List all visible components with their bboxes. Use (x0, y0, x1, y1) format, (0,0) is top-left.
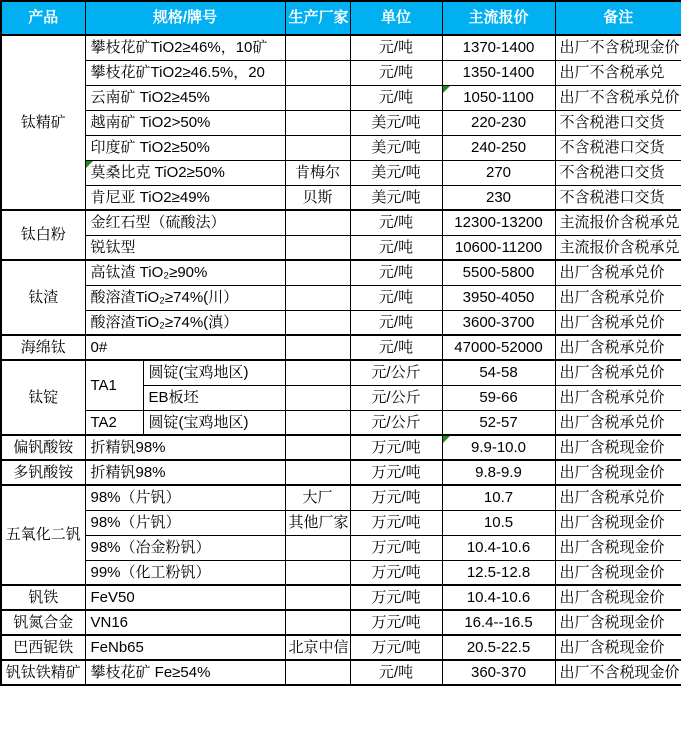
cell-unit: 万元/吨 (350, 510, 442, 535)
cell-spec: 高钛渣 TiO₂≥90% (85, 260, 285, 285)
cell-price: 12300-13200 (442, 210, 555, 235)
cell-product: 多钒酸铵 (1, 460, 85, 485)
cell-note: 不含税港口交货 (555, 160, 681, 185)
table-row (1, 210, 681, 235)
table-row (1, 110, 681, 135)
cell-maker (285, 360, 350, 385)
cell-spec: TA1 (85, 360, 143, 410)
table-row (1, 510, 681, 535)
cell-note: 出厂不含税现金价 (555, 660, 681, 685)
cell-unit: 元/吨 (350, 260, 442, 285)
cell-price: 1350-1400 (442, 60, 555, 85)
cell-price: 20.5-22.5 (442, 635, 555, 660)
cell-note: 不含税港口交货 (555, 110, 681, 135)
cell-price: 54-58 (442, 360, 555, 385)
cell-note: 出厂含税承兑价 (555, 410, 681, 435)
cell-maker (285, 585, 350, 610)
cell-spec: 锐钛型 (85, 235, 285, 260)
cell-product: 钒钛铁精矿 (1, 660, 85, 685)
cell-maker (285, 235, 350, 260)
cell-note: 出厂含税现金价 (555, 535, 681, 560)
cell-spec: FeV50 (85, 585, 285, 610)
cell-note: 出厂含税承兑价 (555, 335, 681, 360)
cell-unit: 元/公斤 (350, 385, 442, 410)
cell-price: 10.5 (442, 510, 555, 535)
cell-price: 12.5-12.8 (442, 560, 555, 585)
cell-maker (285, 385, 350, 410)
cell-product: 钒铁 (1, 585, 85, 610)
table-row (1, 235, 681, 260)
cell-unit: 万元/吨 (350, 535, 442, 560)
cell-spec-sub: EB板坯 (143, 385, 285, 410)
cell-price: 240-250 (442, 135, 555, 160)
cell-maker (285, 310, 350, 335)
cell-maker (285, 560, 350, 585)
cell-unit: 万元/吨 (350, 560, 442, 585)
cell-price: 9.9-10.0 (442, 435, 555, 460)
table-row (1, 135, 681, 160)
cell-note: 不含税港口交货 (555, 135, 681, 160)
cell-note: 出厂含税承兑价 (555, 260, 681, 285)
cell-price: 16.4--16.5 (442, 610, 555, 635)
cell-product: 钛精矿 (1, 35, 85, 210)
cell-maker (285, 110, 350, 135)
cell-spec: 98%（片钒） (85, 485, 285, 510)
cell-spec: 98%（冶金粉钒） (85, 535, 285, 560)
cell-maker: 大厂 (285, 485, 350, 510)
cell-note: 出厂含税承兑价 (555, 485, 681, 510)
table-row (1, 635, 681, 660)
cell-maker (285, 135, 350, 160)
column-header-unit: 单位 (350, 1, 442, 35)
cell-spec: 折精钒98% (85, 435, 285, 460)
cell-note: 出厂含税承兑价 (555, 360, 681, 385)
table-row (1, 360, 681, 385)
cell-price: 10.7 (442, 485, 555, 510)
table-row (1, 35, 681, 60)
cell-note: 不含税港口交货 (555, 185, 681, 210)
table-row (1, 285, 681, 310)
cell-note: 出厂含税现金价 (555, 585, 681, 610)
cell-price: 9.8-9.9 (442, 460, 555, 485)
cell-price: 360-370 (442, 660, 555, 685)
cell-maker (285, 260, 350, 285)
cell-note: 出厂含税现金价 (555, 560, 681, 585)
cell-maker (285, 60, 350, 85)
cell-note: 出厂含税现金价 (555, 460, 681, 485)
cell-maker: 贝斯 (285, 185, 350, 210)
cell-unit: 元/公斤 (350, 410, 442, 435)
table-row (1, 585, 681, 610)
cell-product: 海绵钛 (1, 335, 85, 360)
cell-product: 钛锭 (1, 360, 85, 435)
cell-unit: 元/吨 (350, 285, 442, 310)
cell-spec: 0# (85, 335, 285, 360)
cell-price: 1370-1400 (442, 35, 555, 60)
cell-price: 270 (442, 160, 555, 185)
cell-price: 10.4-10.6 (442, 535, 555, 560)
cell-maker (285, 460, 350, 485)
column-header-maker: 生产厂家 (285, 1, 350, 35)
cell-maker (285, 610, 350, 635)
cell-product: 偏钒酸铵 (1, 435, 85, 460)
cell-unit: 万元/吨 (350, 435, 442, 460)
column-header-note: 备注 (555, 1, 681, 35)
cell-price: 1050-1100 (442, 85, 555, 110)
cell-product: 钛渣 (1, 260, 85, 335)
cell-note: 主流报价含税承兑 (555, 210, 681, 235)
table-row (1, 85, 681, 110)
cell-spec: TA2 (85, 410, 143, 435)
cell-spec: 98%（片钒） (85, 510, 285, 535)
table-row (1, 435, 681, 460)
cell-spec: 云南矿 TiO2≥45% (85, 85, 285, 110)
cell-spec: 酸溶渣TiO₂≥74%(滇） (85, 310, 285, 335)
table-row (1, 535, 681, 560)
cell-spec: 攀枝花矿TiO2≥46%，10矿 (85, 35, 285, 60)
cell-maker (285, 410, 350, 435)
cell-price: 230 (442, 185, 555, 210)
cell-note: 出厂含税现金价 (555, 610, 681, 635)
cell-unit: 元/吨 (350, 210, 442, 235)
cell-unit: 万元/吨 (350, 610, 442, 635)
cell-note: 出厂含税现金价 (555, 635, 681, 660)
cell-price: 52-57 (442, 410, 555, 435)
stored-as-text-flag-icon (86, 161, 93, 168)
cell-price: 47000-52000 (442, 335, 555, 360)
cell-note: 主流报价含税承兑 (555, 235, 681, 260)
table-row (1, 185, 681, 210)
cell-unit: 元/吨 (350, 235, 442, 260)
table-row (1, 335, 681, 360)
cell-spec: 99%（化工粉钒） (85, 560, 285, 585)
cell-maker (285, 210, 350, 235)
cell-unit: 元/吨 (350, 660, 442, 685)
cell-price: 3600-3700 (442, 310, 555, 335)
table-row (1, 610, 681, 635)
cell-note: 出厂含税现金价 (555, 510, 681, 535)
table-header-row (1, 1, 681, 35)
cell-maker (285, 35, 350, 60)
cell-maker (285, 285, 350, 310)
cell-unit: 美元/吨 (350, 135, 442, 160)
cell-note: 出厂不含税承兑 (555, 60, 681, 85)
cell-unit: 元/吨 (350, 85, 442, 110)
table-row (1, 560, 681, 585)
table-row (1, 60, 681, 85)
table-row (1, 260, 681, 285)
cell-spec: 莫桑比克 TiO2≥50% (85, 160, 285, 185)
cell-price: 10600-11200 (442, 235, 555, 260)
cell-price: 5500-5800 (442, 260, 555, 285)
cell-spec: FeNb65 (85, 635, 285, 660)
cell-spec: 印度矿 TiO2≥50% (85, 135, 285, 160)
stored-as-text-flag-icon (443, 436, 450, 443)
column-header-price: 主流报价 (442, 1, 555, 35)
cell-note: 出厂不含税现金价 (555, 35, 681, 60)
cell-spec-sub: 圆锭(宝鸡地区) (143, 410, 285, 435)
table-body (1, 35, 681, 685)
cell-maker: 肯梅尔 (285, 160, 350, 185)
cell-product: 巴西铌铁 (1, 635, 85, 660)
stored-as-text-flag-icon (443, 86, 450, 93)
cell-unit: 美元/吨 (350, 110, 442, 135)
cell-unit: 万元/吨 (350, 635, 442, 660)
cell-spec: 酸溶渣TiO₂≥74%(川） (85, 285, 285, 310)
cell-product: 钒氮合金 (1, 610, 85, 635)
column-header-spec: 规格/牌号 (85, 1, 285, 35)
cell-maker (285, 335, 350, 360)
cell-note: 出厂含税现金价 (555, 435, 681, 460)
table-row (1, 660, 681, 685)
cell-unit: 元/吨 (350, 35, 442, 60)
cell-unit: 万元/吨 (350, 460, 442, 485)
table-row (1, 410, 681, 435)
table-row (1, 160, 681, 185)
cell-price: 3950-4050 (442, 285, 555, 310)
cell-unit: 元/吨 (350, 335, 442, 360)
cell-note: 出厂含税承兑价 (555, 285, 681, 310)
cell-product: 钛白粉 (1, 210, 85, 260)
cell-unit: 元/吨 (350, 60, 442, 85)
cell-unit: 万元/吨 (350, 485, 442, 510)
cell-spec: 攀枝花矿TiO2≥46.5%，20 (85, 60, 285, 85)
cell-maker (285, 435, 350, 460)
cell-note: 出厂含税承兑价 (555, 310, 681, 335)
cell-unit: 元/吨 (350, 310, 442, 335)
cell-maker (285, 660, 350, 685)
cell-spec: 肯尼亚 TiO2≥49% (85, 185, 285, 210)
cell-unit: 美元/吨 (350, 185, 442, 210)
column-header-product: 产品 (1, 1, 85, 35)
cell-unit: 万元/吨 (350, 585, 442, 610)
cell-maker: 北京中信 (285, 635, 350, 660)
cell-spec: VN16 (85, 610, 285, 635)
cell-product: 五氧化二钒 (1, 485, 85, 585)
cell-spec: 越南矿 TiO2>50% (85, 110, 285, 135)
cell-note: 出厂含税承兑价 (555, 385, 681, 410)
cell-spec: 攀枝花矿 Fe≥54% (85, 660, 285, 685)
cell-unit: 元/公斤 (350, 360, 442, 385)
cell-price: 59-66 (442, 385, 555, 410)
cell-note: 出厂不含税承兑价 (555, 85, 681, 110)
cell-spec: 金红石型（硫酸法） (85, 210, 285, 235)
cell-maker (285, 535, 350, 560)
cell-maker: 其他厂家 (285, 510, 350, 535)
cell-maker (285, 85, 350, 110)
table-row (1, 485, 681, 510)
cell-spec: 折精钒98% (85, 460, 285, 485)
table-row (1, 460, 681, 485)
table-row (1, 310, 681, 335)
cell-unit: 美元/吨 (350, 160, 442, 185)
cell-price: 10.4-10.6 (442, 585, 555, 610)
cell-spec-sub: 圆锭(宝鸡地区) (143, 360, 285, 385)
cell-price: 220-230 (442, 110, 555, 135)
